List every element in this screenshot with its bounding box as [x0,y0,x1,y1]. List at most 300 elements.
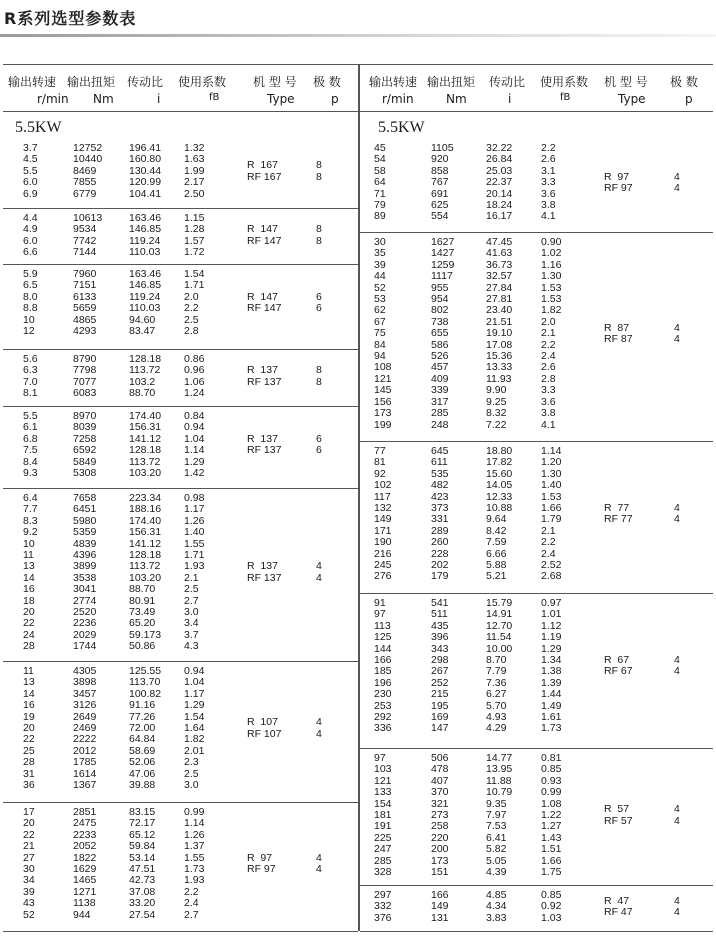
ratio-cell: 103.20 [129,467,162,480]
pole-count-value: 4 [674,332,680,345]
torque-cell: 7798 [73,364,97,377]
speed-cell: 121 [374,774,392,787]
ratio-cell: 7.97 [486,809,507,822]
table-header [360,65,713,112]
speed-cell: 332 [374,900,392,913]
speed-cell: 6.0 [23,176,38,189]
speed-cell: 16 [23,699,35,712]
speed-cell: 44 [374,270,386,283]
model-type-label: RF 167 [247,170,282,183]
ratio-cell: 9.25 [486,395,507,408]
pole-count-value: 4 [316,716,322,729]
service-factor-cell: 1.22 [541,809,562,822]
service-factor-cell: 1.08 [541,797,562,810]
speed-cell: 19 [23,710,35,723]
model-type-label: RF 47 [604,906,633,919]
ratio-cell: 113.72 [129,364,161,377]
torque-cell: 535 [431,467,449,480]
ratio-cell: 33.20 [129,897,156,910]
torque-cell: 586 [431,338,449,351]
model-type [604,896,633,919]
ratio-cell: 64.84 [129,733,156,746]
service-factor-cell: 2.2 [184,885,199,898]
service-factor-cell: 1.73 [184,863,205,876]
torque-column [73,493,96,653]
speed-cell: 22 [23,617,35,630]
ratio-cell: 10.00 [486,642,513,655]
speed-cell: 8.0 [23,290,38,303]
ratio-cell: 7.36 [486,676,507,689]
row-group [3,349,358,407]
speed-cell: 79 [374,199,386,212]
model-type-label: R 107 [247,716,278,729]
torque-cell: 169 [431,711,449,724]
ratio-cell: 103.2 [129,375,156,388]
pole-count-value: 8 [316,223,322,236]
page-title: R系列选型参数表 [4,9,137,28]
pole-count-value: 4 [674,814,680,827]
ratio-cell: 146.85 [129,279,162,292]
pole-count-value: 4 [316,863,322,875]
ratio-cell: 17.08 [486,338,513,351]
ratio-cell: 156.31 [129,526,162,539]
ratio-cell: 4.39 [486,866,507,879]
model-type-label: RF 147 [247,302,282,315]
header-poles-unit: p [331,92,339,106]
speed-cell: 34 [23,874,35,887]
torque-cell: 131 [431,911,449,924]
service-factor-cell: 1.29 [541,642,562,655]
pole-count [316,160,322,183]
model-type-label: RF 87 [604,332,633,345]
service-factor-cell: 0.81 [541,752,562,764]
ratio-cell: 14.91 [486,608,513,621]
header-poles: 极 数 [670,75,698,89]
ratio-cell: 4.93 [486,711,507,724]
header-type: 机 型 号 [253,75,297,89]
speed-cell: 52 [374,281,386,294]
speed-cell: 6.8 [23,432,38,445]
torque-cell: 4305 [73,665,97,677]
ratio-cell: 9.64 [486,513,507,526]
service-factor-cell: 2.8 [184,325,199,338]
model-type-label: RF 137 [247,571,282,584]
pole-count-value: 8 [316,159,322,172]
ratio-cell: 88.70 [129,583,156,596]
torque-column [431,237,454,431]
ratio-cell: 13.33 [486,361,513,374]
pole-count-value: 4 [674,654,680,666]
speed-column [23,213,38,259]
speed-cell: 121 [374,372,392,385]
speed-cell: 181 [374,809,392,822]
ratio-cell: 6.41 [486,831,507,844]
torque-cell: 260 [431,536,449,549]
ratio-cell: 119.24 [129,290,161,303]
speed-cell: 77 [374,445,386,457]
model-type-label: R 77 [604,502,630,514]
row-group [360,232,713,442]
speed-column [23,269,38,337]
torque-cell: 4293 [73,325,97,338]
ratio-cell: 36.73 [486,258,513,271]
header-poles-unit: p [685,92,693,106]
service-factor-column [541,890,561,924]
service-factor-column [184,143,204,200]
service-factor-column [184,411,204,479]
service-factor-cell: 1.51 [541,843,562,856]
service-factor-cell: 2.3 [184,756,199,769]
ratio-column [129,354,161,400]
ratio-cell: 72.17 [129,817,156,830]
ratio-cell: 80.91 [129,594,156,607]
pole-count-value: 6 [316,444,322,457]
speed-cell: 91 [374,597,386,609]
pole-count-value: 4 [674,181,680,194]
row-group [360,441,713,594]
service-factor-cell: 3.3 [541,384,556,397]
service-factor-cell: 1.63 [184,153,205,166]
torque-cell: 3126 [73,699,97,712]
ratio-cell: 72.00 [129,722,156,735]
service-factor-cell: 1.38 [541,665,562,678]
header-ratio-unit: i [157,92,161,106]
ratio-cell: 20.14 [486,187,513,200]
speed-column [23,411,38,479]
ratio-cell: 5.70 [486,699,507,712]
speed-cell: 14 [23,571,35,584]
ratio-cell: 53.14 [129,851,156,864]
ratio-cell: 141.12 [129,432,162,445]
torque-cell: 1744 [73,640,97,653]
speed-cell: 20 [23,722,35,735]
service-factor-cell: 2.2 [541,142,556,154]
torque-cell: 8970 [73,410,97,422]
torque-cell: 7855 [73,176,97,189]
torque-cell: 5980 [73,514,97,527]
ratio-cell: 113.72 [129,560,161,573]
service-factor-cell: 1.32 [184,142,205,154]
header-torque-unit: Nm [446,92,467,106]
torque-cell: 955 [431,281,449,294]
ratio-cell: 174.40 [129,514,162,527]
torque-cell: 2774 [73,594,97,607]
model-type-label: RF 107 [247,727,282,740]
torque-cell: 423 [431,490,449,503]
torque-cell: 2649 [73,710,97,723]
speed-cell: 6.1 [23,421,38,434]
ratio-cell: 163.46 [129,268,162,280]
ratio-cell: 4.85 [486,889,507,901]
torque-cell: 511 [431,608,448,621]
speed-cell: 6.5 [23,279,38,292]
service-factor-cell: 3.4 [184,617,199,630]
service-factor-cell: 1.40 [184,526,205,539]
ratio-cell: 100.82 [129,687,162,700]
speed-cell: 144 [374,642,392,655]
speed-column [374,143,386,223]
ratio-cell: 7.22 [486,418,507,431]
torque-cell: 267 [431,665,449,678]
header-type: 机 型 号 [604,75,648,89]
speed-cell: 11 [23,665,34,677]
speed-cell: 45 [374,142,386,154]
torque-cell: 5308 [73,467,97,480]
ratio-cell: 113.70 [129,676,161,689]
torque-cell: 12752 [73,142,103,154]
service-factor-cell: 3.7 [184,628,199,641]
model-type-label: R 167 [247,159,278,172]
speed-cell: 102 [374,479,392,492]
torque-cell: 1629 [73,863,97,876]
service-factor-cell: 3.1 [541,164,556,177]
torque-cell: 954 [431,293,449,306]
service-factor-cell: 0.90 [541,236,562,248]
speed-cell: 108 [374,361,392,374]
service-factor-cell: 3.6 [541,187,556,200]
service-factor-cell: 1.37 [184,840,205,853]
torque-cell: 691 [431,187,449,200]
speed-cell: 117 [374,490,391,503]
speed-cell: 6.3 [23,364,38,377]
pole-count [316,561,322,584]
speed-cell: 166 [374,654,392,667]
torque-cell: 166 [431,889,449,901]
speed-cell: 10 [23,313,35,326]
pole-count [674,503,680,526]
ratio-cell: 22.37 [486,176,513,189]
service-factor-cell: 2.4 [184,897,199,910]
torque-column [73,143,102,200]
service-factor-cell: 2.0 [541,315,556,328]
speed-cell: 54 [374,153,386,166]
torque-column [73,354,96,400]
torque-cell: 802 [431,304,449,317]
torque-cell: 195 [431,699,449,712]
header-service-factor: 使用系数 [540,75,589,89]
torque-cell: 1117 [431,270,453,283]
torque-cell: 7151 [73,279,97,292]
ratio-cell: 47.45 [486,236,513,248]
model-type [247,160,281,183]
service-factor-cell: 4.1 [541,210,556,223]
torque-cell: 435 [431,619,449,632]
service-factor-cell: 3.8 [541,407,556,420]
speed-cell: 64 [374,176,386,189]
ratio-cell: 174.40 [129,410,162,422]
ratio-cell: 110.03 [129,302,161,315]
torque-cell: 482 [431,479,449,492]
speed-cell: 7.0 [23,375,38,388]
ratio-cell: 91.16 [129,699,156,712]
speed-cell: 81 [374,456,386,469]
ratio-cell: 120.99 [129,176,162,189]
model-type [247,561,281,584]
service-factor-cell: 1.04 [184,676,205,689]
service-factor-cell: 1.17 [184,687,205,700]
speed-cell: 6.9 [23,187,38,200]
torque-cell: 215 [431,688,449,701]
ratio-cell: 113.72 [129,455,161,468]
model-type-label: R 57 [604,803,630,816]
service-factor-column [541,598,561,735]
speed-cell: 113 [374,619,391,632]
speed-cell: 31 [23,767,35,780]
ratio-cell: 58.69 [129,744,156,757]
model-type-label: R 137 [247,364,278,377]
speed-cell: 27 [23,851,35,864]
speed-column [23,666,35,791]
speed-column [23,493,38,653]
ratio-cell: 52.06 [129,756,156,769]
row-group [360,748,713,886]
service-factor-cell: 2.1 [541,524,556,537]
torque-cell: 373 [431,502,449,515]
service-factor-cell: 3.3 [541,176,556,189]
pole-count [316,717,322,740]
ratio-cell: 32.57 [486,270,513,283]
ratio-cell: 128.18 [129,549,162,562]
torque-cell: 4396 [73,549,97,562]
service-factor-cell: 2.7 [184,594,199,607]
ratio-cell: 65.20 [129,617,156,630]
model-type-label: R 137 [247,432,278,445]
pole-count-value: 4 [316,727,322,740]
speed-cell: 8.3 [23,514,38,527]
ratio-cell: 27.54 [129,908,156,921]
service-factor-cell: 1.40 [541,479,562,492]
service-factor-cell: 1.20 [541,456,562,469]
service-factor-cell: 2.5 [184,767,199,780]
ratio-cell: 12.33 [486,490,513,503]
model-type-label: R 67 [604,654,630,666]
speed-cell: 25 [23,744,35,757]
service-factor-cell: 1.26 [184,514,205,527]
model-type-label: R 137 [247,560,278,573]
speed-cell: 52 [23,908,35,921]
torque-cell: 9534 [73,223,97,236]
model-type [247,224,281,247]
model-type-label: RF 147 [247,234,282,247]
service-factor-cell: 1.27 [541,820,562,833]
speed-cell: 191 [374,820,392,833]
speed-column [374,890,392,924]
service-factor-cell: 1.53 [541,281,562,294]
service-factor-cell: 3.0 [184,606,199,619]
model-type-label: R 47 [604,894,630,907]
speed-cell: 125 [374,631,392,644]
speed-column [374,598,392,735]
torque-column [73,411,96,479]
torque-cell: 149 [431,900,449,913]
speed-cell: 190 [374,536,392,549]
model-type [247,853,276,876]
pole-count-value: 4 [674,513,680,526]
power-label: 5.5KW [378,119,425,136]
ratio-cell: 83.15 [129,806,156,818]
service-factor-cell: 0.93 [541,774,562,787]
ratio-column [486,143,512,223]
speed-cell: 10 [23,537,35,550]
torque-cell: 767 [431,176,449,189]
torque-cell: 179 [431,570,449,583]
service-factor-cell: 1.29 [184,455,205,468]
speed-cell: 36 [23,779,35,792]
torque-cell: 478 [431,763,449,776]
torque-cell: 1614 [73,767,97,780]
service-factor-cell: 0.96 [184,364,205,377]
pole-count-value: 4 [674,906,680,919]
speed-cell: 30 [374,236,386,248]
pole-count-value: 8 [316,375,322,388]
speed-cell: 21 [23,840,35,853]
service-factor-cell: 2.17 [184,176,205,189]
row-group [3,488,358,662]
ratio-cell: 16.17 [486,210,513,223]
service-factor-cell: 1.04 [184,432,205,445]
service-factor-cell: 1.06 [184,375,205,388]
ratio-cell: 103.20 [129,571,162,584]
ratio-cell: 13.95 [486,763,513,776]
service-factor-cell: 1.14 [541,445,562,457]
service-factor-cell: 2.0 [184,290,199,303]
service-factor-cell: 1.57 [184,234,205,247]
service-factor-cell: 1.14 [184,444,205,457]
speed-cell: 28 [23,640,35,653]
row-group [3,802,358,932]
service-factor-cell: 4.3 [184,640,199,653]
row-group [3,406,358,489]
torque-cell: 339 [431,384,449,397]
speed-cell: 20 [23,817,35,830]
header-speed: 输出转速 [8,75,57,89]
ratio-cell: 3.83 [486,911,507,924]
ratio-cell: 21.51 [486,315,513,328]
torque-cell: 920 [431,153,449,166]
ratio-cell: 130.44 [129,164,162,177]
ratio-cell: 8.42 [486,524,507,537]
speed-cell: 58 [374,164,386,177]
torque-column [431,446,449,583]
service-factor-cell: 1.61 [541,711,562,724]
torque-cell: 298 [431,654,449,667]
speed-cell: 376 [374,911,392,924]
speed-cell: 22 [23,733,35,746]
ratio-cell: 7.53 [486,820,507,833]
service-factor-cell: 1.75 [541,866,562,879]
service-factor-cell: 1.03 [541,911,562,924]
model-type-label: RF 77 [604,513,633,526]
service-factor-column [184,493,204,653]
speed-cell: 18 [23,594,35,607]
torque-cell: 738 [431,315,449,328]
service-factor-cell: 1.53 [541,490,562,503]
speed-cell: 28 [23,756,35,769]
service-factor-column [541,237,561,431]
header-speed-unit: r/min [382,92,414,106]
ratio-cell: 50.86 [129,640,156,653]
ratio-cell: 15.79 [486,597,513,609]
speed-cell: 185 [374,665,392,678]
speed-column [374,753,392,878]
pole-count-value: 4 [674,665,680,678]
ratio-column [129,411,161,479]
service-factor-cell: 1.54 [184,710,205,723]
torque-cell: 147 [431,722,449,735]
service-factor-cell: 1.30 [541,270,562,283]
service-factor-cell: 1.82 [184,733,205,746]
speed-cell: 97 [374,752,386,764]
